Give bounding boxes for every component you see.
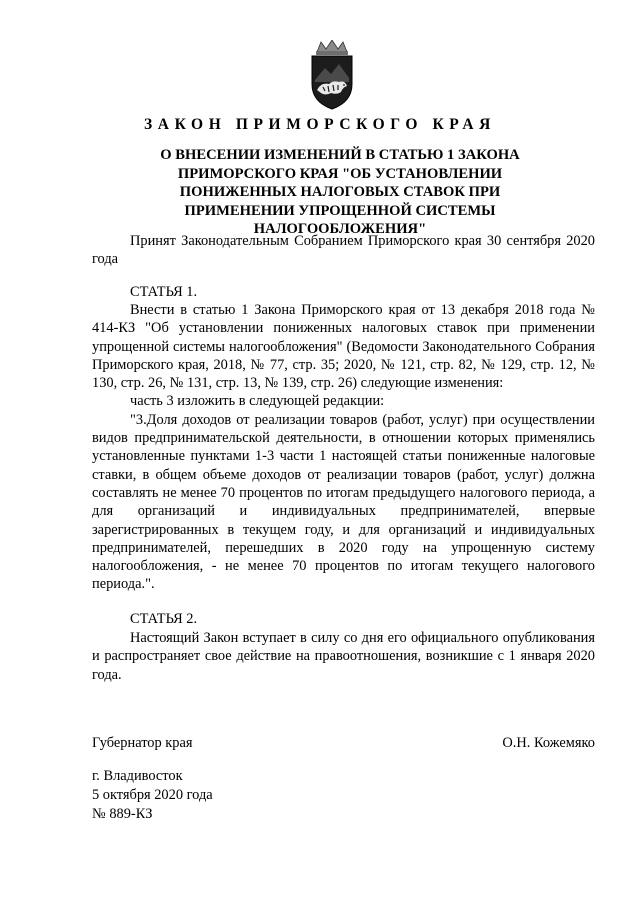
article-1-paragraph: Внести в статью 1 Закона Приморского края от 13 декабря 2018 года № 414-КЗ "Об установлении пониженных налоговых ставок при применении упрощенной системы налогообложения" (Ведомости Законодательного Собрания Приморского края, 2018, № 77, стр. 35; 2020, № 121, стр. 82, № 129, стр. 12, № 130, стр. 26, № 131, стр. 13, № 139, стр. 26) следующие изменения: (92, 302, 595, 392)
coat-of-arms-icon (303, 40, 361, 110)
law-subtitle: О ВНЕСЕНИИ ИЗМЕНЕНИЙ В СТАТЬЮ 1 ЗАКОНА ПРИМОРСКОГО КРАЯ "ОБ УСТАНОВЛЕНИИ ПОНИЖЕННЫХ НАЛОГОВЫХ СТАВОК ПРИ ПРИМЕНЕНИИ УПРОЩЕННОЙ СИСТЕМЫ НАЛОГООБЛОЖЕНИЯ" (160, 147, 520, 237)
footer-number: № 889-КЗ (92, 806, 153, 822)
adoption-note: Принят Законодательным Собранием Приморского края 30 сентября 2020 года (92, 233, 595, 268)
footer-date: 5 октября 2020 года (92, 787, 213, 803)
article-1-heading: СТАТЬЯ 1. (130, 284, 198, 300)
article-1-body (92, 301, 595, 594)
article-1-paragraph: часть 3 изложить в следующей редакции: (130, 393, 385, 410)
footer-city: г. Владивосток (92, 768, 183, 784)
article-2-paragraph: Настоящий Закон вступает в силу со дня его официального опубликования и распространяет свое действие на правоотношения, возникшие с 1 января 2020 года. (92, 630, 595, 683)
law-title: ЗАКОН ПРИМОРСКОГО КРАЯ (144, 116, 496, 133)
signatory-position: Губернатор края (92, 735, 193, 751)
document-footer (92, 767, 213, 824)
article-1-quoted-text: "3.Доля доходов от реализации товаров (работ, услуг) при осуществлении видов предпринимательской деятельности, в отношении которых применялись установленные пунктами 1-3 части 1 настоящей статьи пониженные налоговые ставки, в общем объеме доходов от реализации товаров (работ, услуг) должна составлять не менее 70 процентов по итогам предыдущего налогового периода, а для организаций и индивидуальных предпринимателей, впервые зарегистрированных в текущем году, и для организаций и индивидуальных предпринимателей, перешедших в 2020 году на упрощенную систему налогообложения, - не менее 70 процентов по итогам текущего налогового периода.". (92, 411, 595, 593)
signatory-name: О.Н. Кожемяко (502, 735, 595, 751)
article-2-heading: СТАТЬЯ 2. (130, 611, 198, 627)
